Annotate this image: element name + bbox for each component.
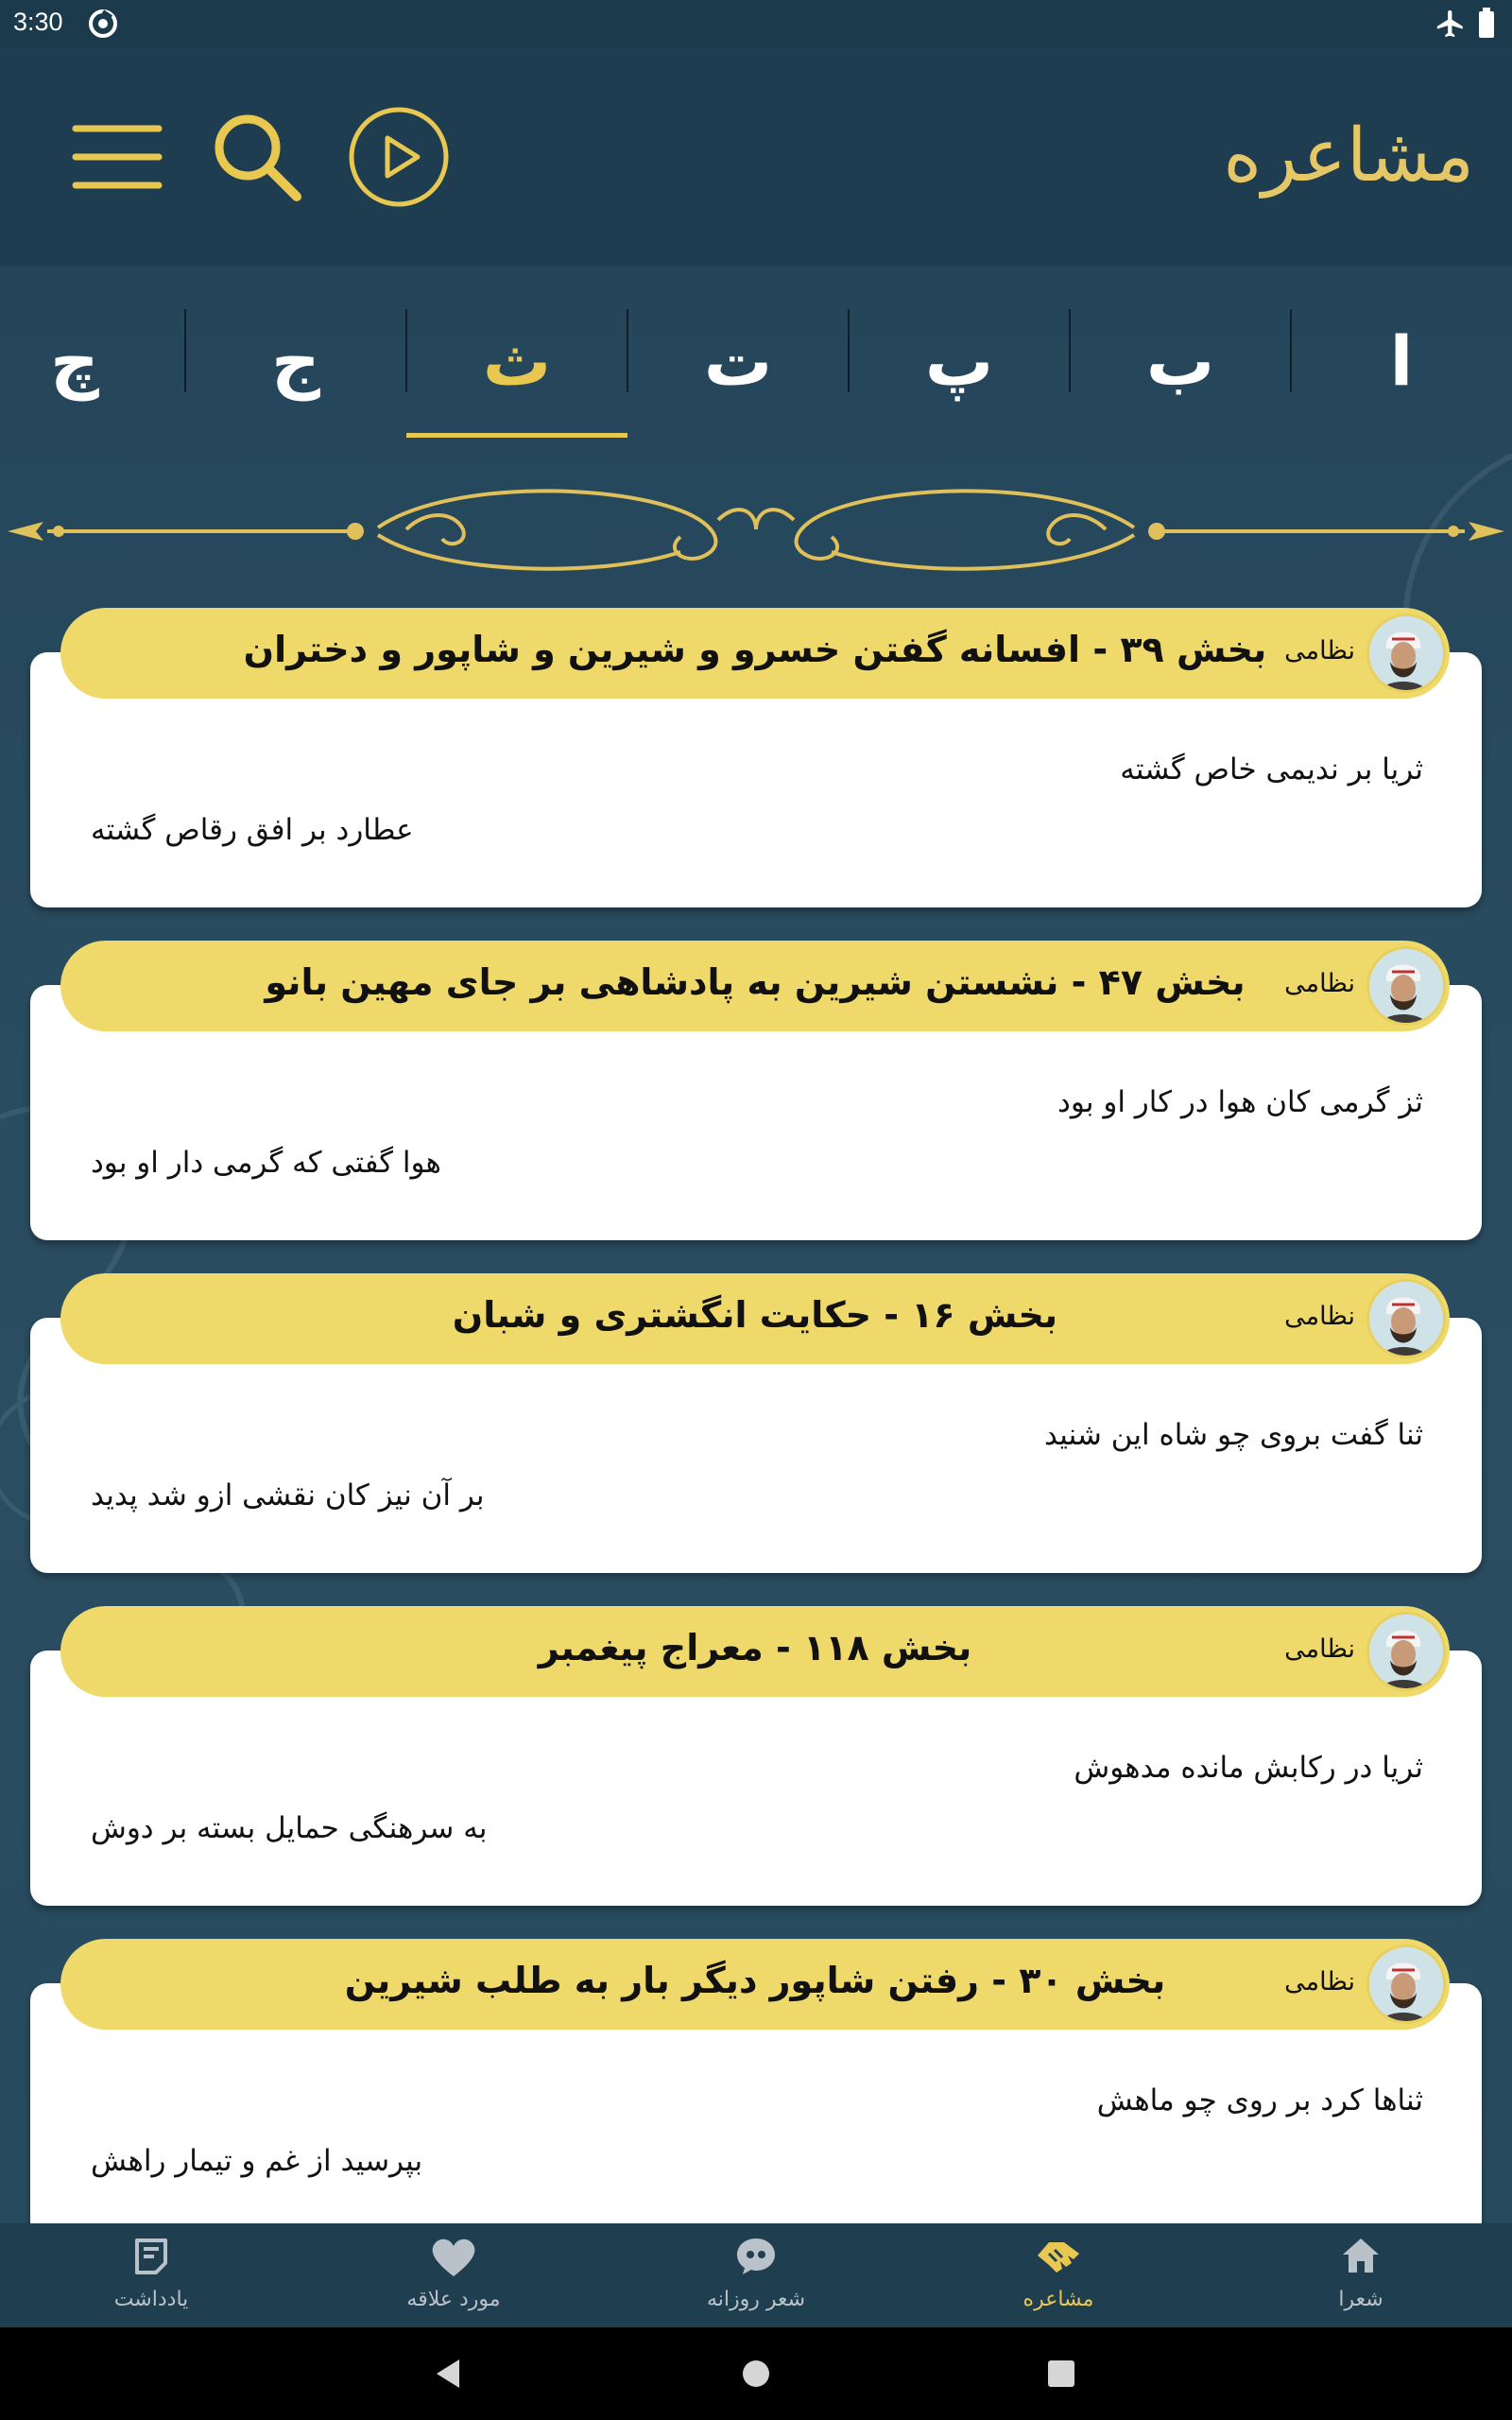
verse-second-hemistich: به سرهنگی حمایل بسته بر دوش: [91, 1811, 488, 1845]
nav-notes[interactable]: [0, 2223, 302, 2327]
poet-name: نظامی: [1284, 636, 1355, 666]
nav-label: شعرا: [1338, 2288, 1383, 2311]
tab-letter-te[interactable]: ت: [703, 321, 773, 401]
recents-icon[interactable]: [1047, 2360, 1075, 2392]
poem-title: بخش ۴۷ - نشستن شیرین به پادشاهی بر جای مهین بانو: [265, 961, 1246, 1003]
battery-icon: [1477, 8, 1496, 43]
verse-first-hemistich: ثریا در رکابش مانده مدهوش: [1074, 1751, 1423, 1785]
nav-label: یادداشت: [113, 2288, 189, 2311]
app-bar: [0, 47, 1512, 267]
tab-letter-che[interactable]: چ: [50, 321, 99, 401]
verse-first-hemistich: ثز گرمی کان هوا در کار او بود: [1057, 1085, 1423, 1119]
handshake-icon: [1036, 2237, 1081, 2278]
poem-title: بخش ۱۶ - حکایت انگشتری و شبان: [452, 1294, 1058, 1336]
airplane-mode-icon: [1435, 8, 1467, 43]
verse-first-hemistich: ثریا بر ندیمی خاص گشته: [1120, 752, 1423, 786]
poet-name: نظامی: [1284, 969, 1355, 998]
nav-label: شعر روزانه: [706, 2288, 806, 2311]
poem-card-header[interactable]: [60, 941, 1450, 1031]
verse-second-hemistich: بر آن نیز کان نقشی ازو شد پدید: [91, 1478, 485, 1512]
poet-name: نظامی: [1284, 1634, 1355, 1664]
tab-letter-se[interactable]: ث: [482, 321, 552, 401]
poet-name: نظامی: [1284, 1302, 1355, 1331]
tab-letter-be[interactable]: ب: [1145, 321, 1215, 401]
chat-quote-icon: [735, 2237, 777, 2280]
nav-favorites[interactable]: [302, 2223, 605, 2327]
note-icon: [133, 2237, 169, 2278]
verse-second-hemistich: عطارد بر افق رقاص گشته: [91, 813, 414, 847]
poem-title: بخش ۳۰ - رفتن شاپور دیگر بار به طلب شیرین: [344, 1960, 1166, 2001]
status-bar: [0, 0, 1512, 47]
letter-tabs: [0, 267, 1512, 456]
verse-first-hemistich: ثناها کرد بر روی چو ماهش: [1096, 2083, 1423, 2118]
poem-card-header[interactable]: [60, 1939, 1450, 2030]
poem-card-header[interactable]: [60, 1273, 1450, 1364]
play-circle-icon[interactable]: [348, 106, 450, 212]
nav-label: مشاعره: [1022, 2288, 1094, 2311]
nav-mushaereh[interactable]: [907, 2223, 1210, 2327]
search-icon[interactable]: [210, 110, 304, 208]
poem-title: بخش ۱۱۸ - معراج پیغمبر: [538, 1627, 972, 1668]
status-time: 3:30: [13, 8, 63, 36]
active-tab-indicator: [406, 433, 627, 438]
poem-title: بخش ۳۹ - افسانه گفتن خسرو و شیرین و شاپور و دختران: [243, 629, 1267, 670]
bottom-navigation: [0, 2223, 1512, 2327]
tab-letter-alef[interactable]: ا: [1389, 321, 1414, 401]
tab-letter-pe[interactable]: پ: [924, 321, 994, 401]
verse-second-hemistich: بپرسید از غم و تیمار راهش: [91, 2144, 423, 2178]
data-saver-icon: [87, 8, 119, 43]
nav-poets[interactable]: [1210, 2223, 1512, 2327]
ornament-divider: [0, 473, 1512, 596]
back-icon[interactable]: [433, 2358, 463, 2394]
nav-label: مورد علاقه: [406, 2288, 501, 2311]
verse-second-hemistich: هوا گفتی که گرمی دار او بود: [91, 1146, 441, 1180]
nav-daily-poem[interactable]: [605, 2223, 907, 2327]
tab-letter-jim[interactable]: ج: [271, 321, 320, 401]
heart-icon: [430, 2237, 477, 2282]
poem-card-header[interactable]: [60, 608, 1450, 699]
home-button-icon[interactable]: [741, 2359, 771, 2393]
home-icon: [1341, 2237, 1381, 2278]
app-title: مشاعره: [1223, 113, 1474, 199]
menu-icon[interactable]: [72, 123, 163, 195]
system-navigation-bar: [0, 2327, 1512, 2420]
poet-name: نظامی: [1284, 1967, 1355, 1996]
verse-first-hemistich: ثنا گفت بروی چو شاه این شنید: [1043, 1418, 1423, 1452]
poem-card-header[interactable]: [60, 1606, 1450, 1697]
